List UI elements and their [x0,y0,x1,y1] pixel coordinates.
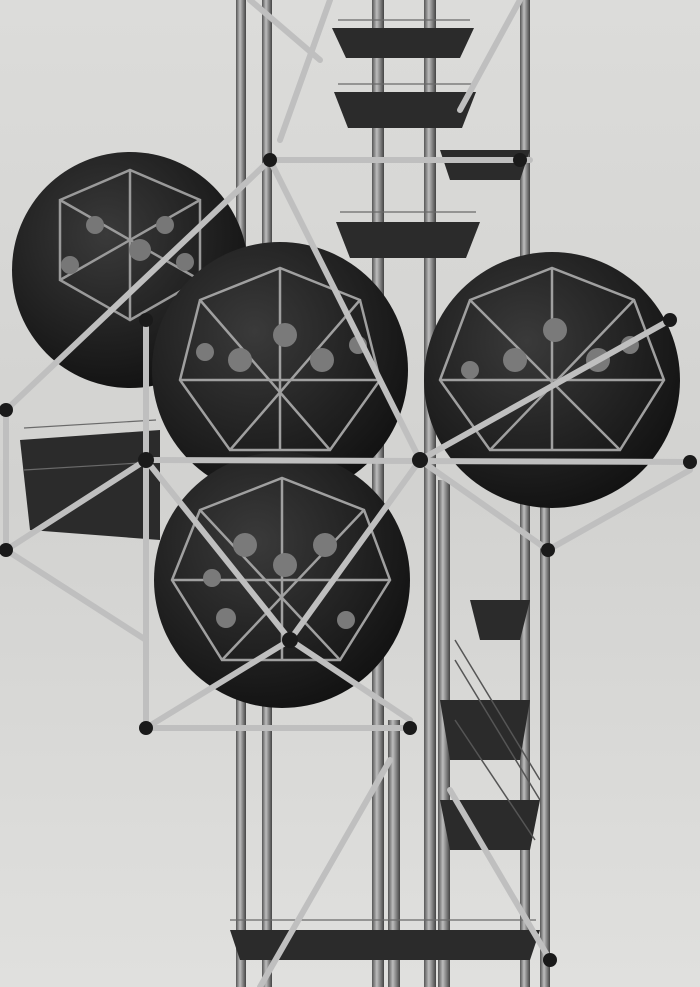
capsule-sphere-right [424,252,680,508]
capsule-sphere-lower [154,452,410,708]
